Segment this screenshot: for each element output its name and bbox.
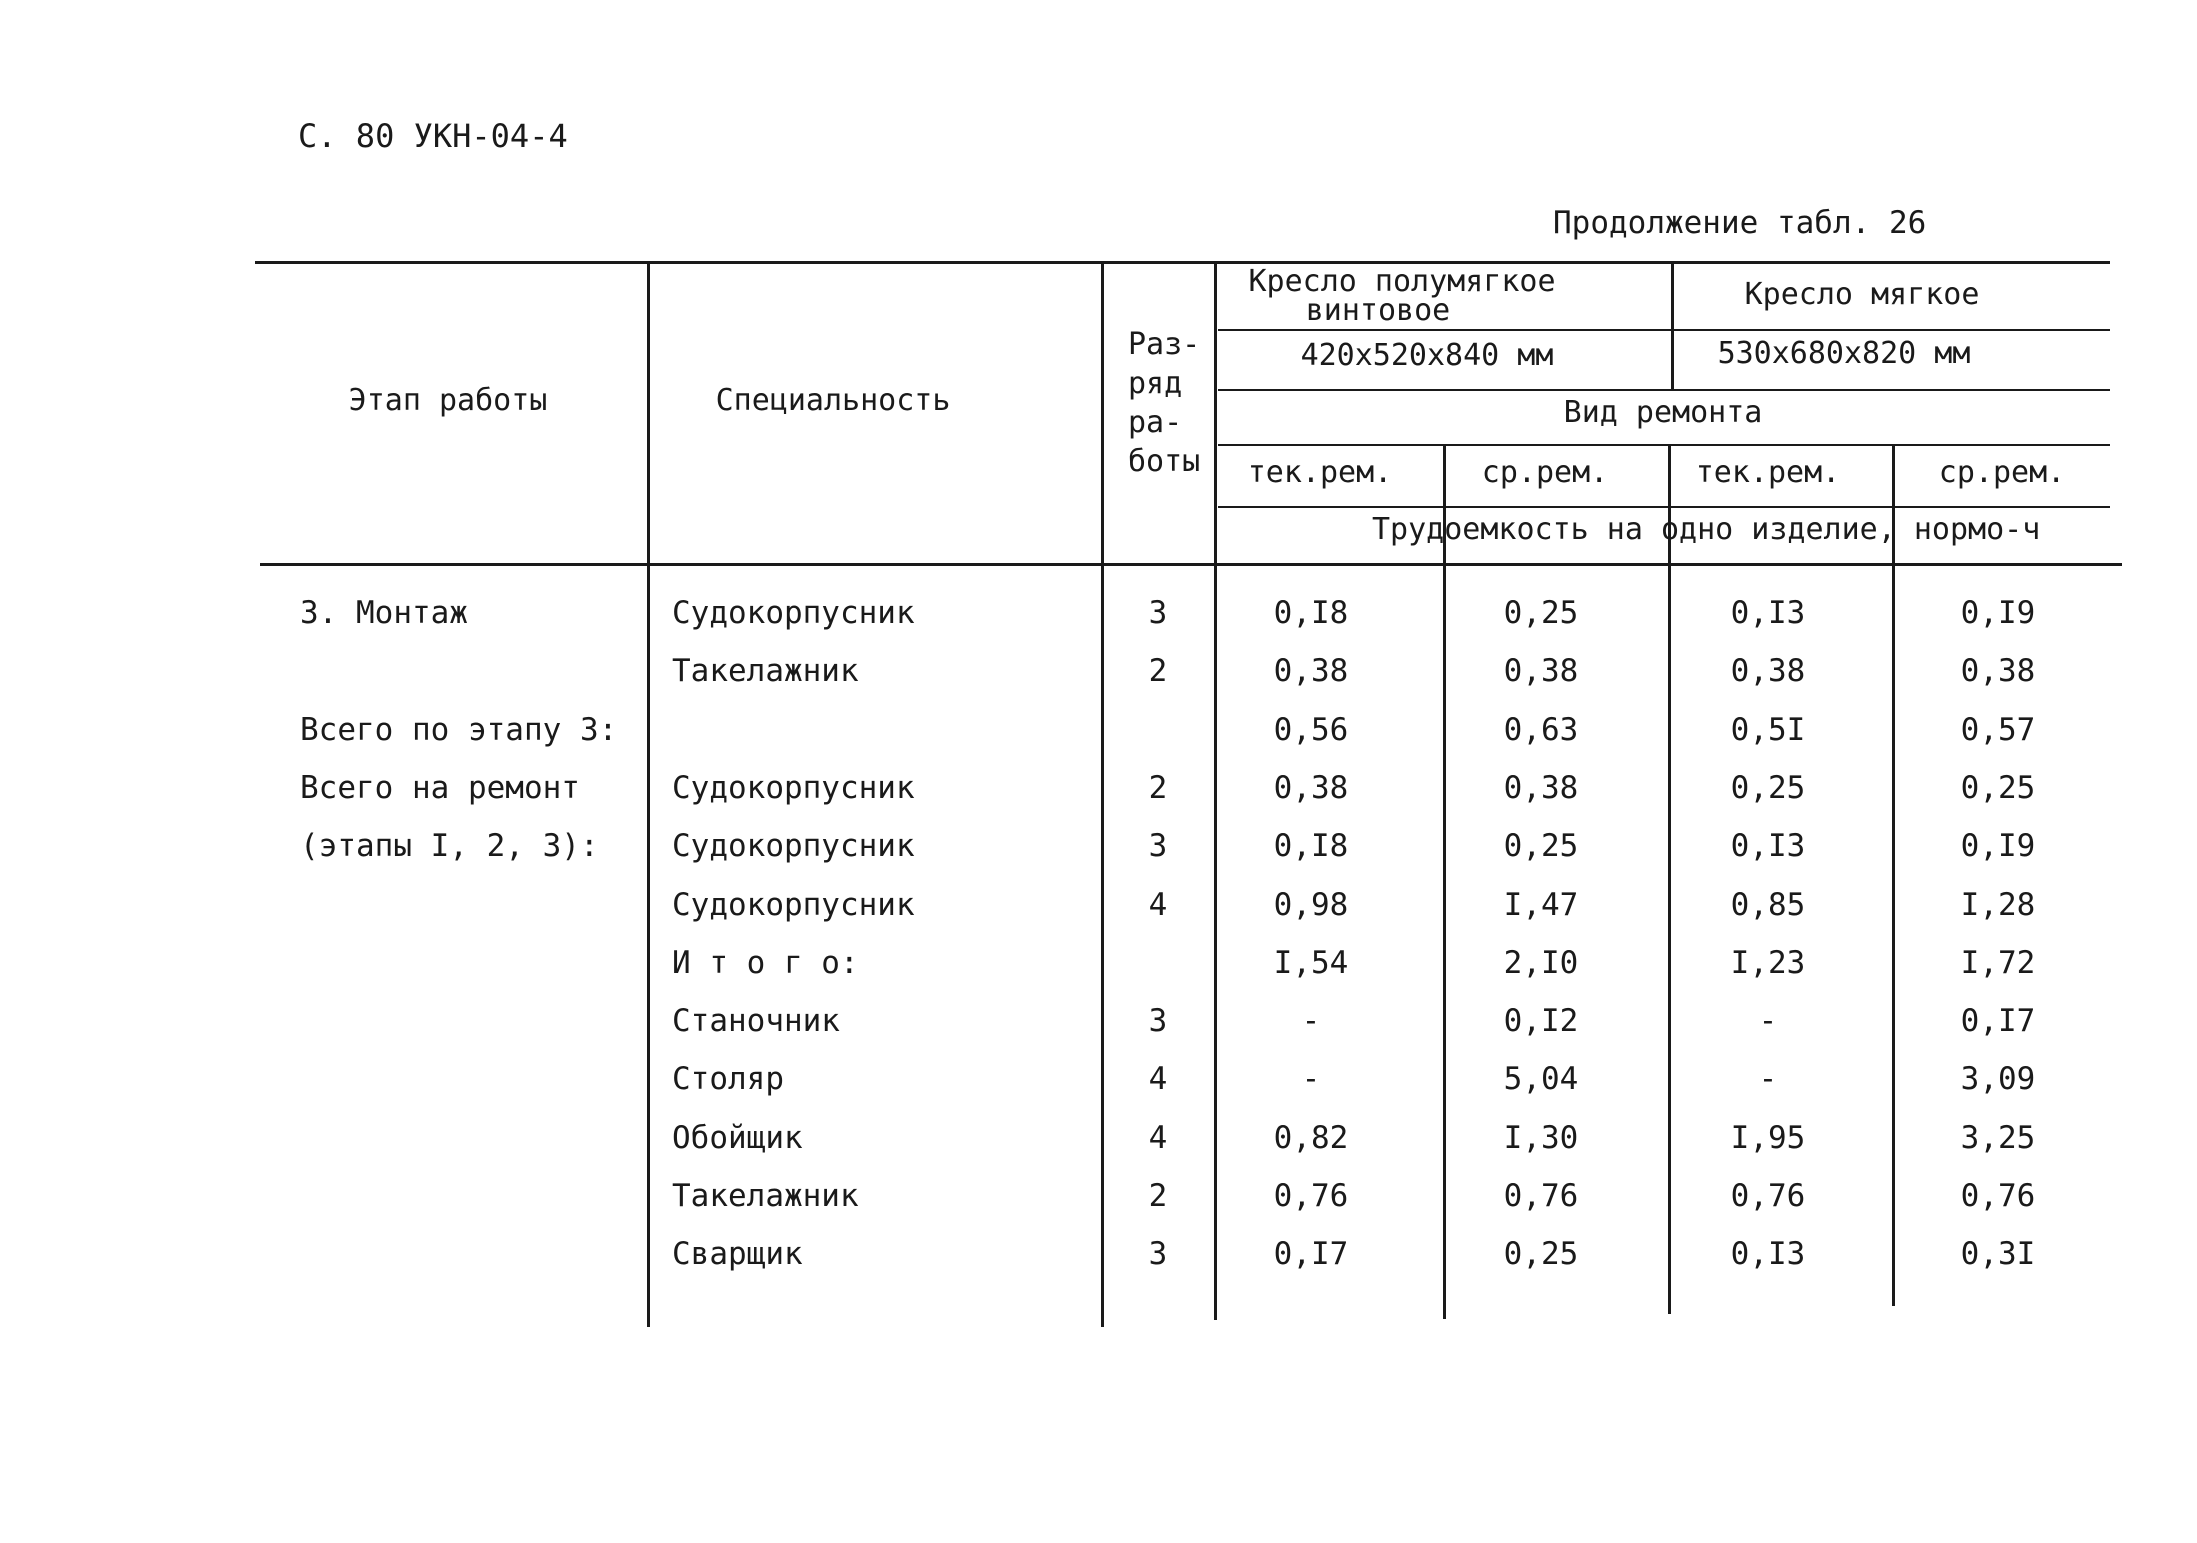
rule-under-repair-type xyxy=(1218,444,2110,446)
row-grade: 4 xyxy=(1148,887,1168,923)
row-value: - xyxy=(1758,1061,1778,1097)
header-bottom-rule xyxy=(260,563,2122,566)
col-rule-stage xyxy=(647,262,650,1327)
header-grade-line: ряд xyxy=(1128,366,1183,401)
row-value: 0,76 xyxy=(1273,1178,1349,1214)
row-specialty: Судокорпусник xyxy=(672,828,915,864)
product1-name-line: Кресло полумягкое xyxy=(1248,264,1556,299)
row-value: 0,25 xyxy=(1503,828,1579,864)
subheader-medium-repair-2: ср.рем. xyxy=(1938,455,2066,490)
row-value: 0,85 xyxy=(1730,887,1806,923)
row-value: 0,57 xyxy=(1960,712,2036,748)
page-header: С. 80 УКН-04-4 xyxy=(298,117,568,155)
row-grade: 3 xyxy=(1148,1236,1168,1272)
row-value: 0,I7 xyxy=(1960,1003,2036,1039)
row-value: - xyxy=(1301,1003,1321,1039)
row-value: 0,I3 xyxy=(1730,595,1806,631)
row-stage: Всего по этапу 3: xyxy=(300,712,618,748)
col-rule-product-split xyxy=(1671,262,1674,390)
subheader-current-repair-1: тек.рем. xyxy=(1247,455,1393,490)
row-specialty: И т о г о: xyxy=(672,945,859,981)
row-value: 0,I9 xyxy=(1960,595,2036,631)
rule-under-product-names xyxy=(1218,329,2110,331)
row-grade: 3 xyxy=(1148,1003,1168,1039)
row-value: 0,56 xyxy=(1273,712,1349,748)
col-rule-v3 xyxy=(1892,444,1895,1306)
row-specialty: Станочник xyxy=(672,1003,840,1039)
row-value: - xyxy=(1758,1003,1778,1039)
header-grade-line: Раз- xyxy=(1128,327,1201,362)
rule-under-subheaders xyxy=(1218,506,2110,508)
row-value: I,54 xyxy=(1273,945,1349,981)
row-value: 0,I8 xyxy=(1273,595,1349,631)
row-value: 0,I9 xyxy=(1960,828,2036,864)
row-value: 0,25 xyxy=(1730,770,1806,806)
row-value: 0,25 xyxy=(1503,1236,1579,1272)
header-labor: Трудоемкость на одно изделие, нормо-ч xyxy=(1372,512,2041,547)
row-value: 0,I7 xyxy=(1273,1236,1349,1272)
row-specialty: Сварщик xyxy=(672,1236,803,1272)
row-specialty: Такелажник xyxy=(672,1178,859,1214)
row-value: I,30 xyxy=(1503,1120,1579,1156)
col-rule-grade xyxy=(1214,262,1217,1320)
row-grade: 2 xyxy=(1148,653,1168,689)
row-value: 0,76 xyxy=(1503,1178,1579,1214)
row-value: 3,25 xyxy=(1960,1120,2036,1156)
row-value: 0,38 xyxy=(1273,770,1349,806)
row-value: 0,38 xyxy=(1273,653,1349,689)
row-value: 0,25 xyxy=(1503,595,1579,631)
row-value: I,47 xyxy=(1503,887,1579,923)
header-specialty: Специальность xyxy=(715,383,951,418)
product1-name-line: винтовое xyxy=(1305,293,1451,328)
row-value: 2,I0 xyxy=(1503,945,1579,981)
row-value: 0,25 xyxy=(1960,770,2036,806)
row-grade: 3 xyxy=(1148,595,1168,631)
subheader-current-repair-2: тек.рем. xyxy=(1695,455,1841,490)
row-value: 0,3I xyxy=(1960,1236,2036,1272)
row-value: 0,38 xyxy=(1730,653,1806,689)
row-grade: 2 xyxy=(1148,1178,1168,1214)
table-top-rule xyxy=(255,261,2110,264)
row-specialty: Судокорпусник xyxy=(672,595,915,631)
row-value: 0,I3 xyxy=(1730,1236,1806,1272)
product2-name: Кресло мягкое xyxy=(1744,277,1980,312)
row-specialty: Столяр xyxy=(672,1061,784,1097)
row-value: 3,09 xyxy=(1960,1061,2036,1097)
row-value: 0,5I xyxy=(1730,712,1806,748)
row-grade: 2 xyxy=(1148,770,1168,806)
row-value: 0,76 xyxy=(1960,1178,2036,1214)
row-value: I,28 xyxy=(1960,887,2036,923)
row-stage: (этапы I, 2, 3): xyxy=(300,828,599,864)
col-rule-v2 xyxy=(1668,444,1671,1314)
header-grade-line: ра- xyxy=(1128,405,1183,440)
row-value: I,72 xyxy=(1960,945,2036,981)
product1-size: 420x520x840 мм xyxy=(1300,338,1554,373)
product2-size: 530x680x820 мм xyxy=(1717,336,1971,371)
header-grade xyxy=(1128,325,1200,481)
row-value: 0,38 xyxy=(1960,653,2036,689)
header-repair-type: Вид ремонта xyxy=(1563,395,1763,430)
row-grade: 3 xyxy=(1148,828,1168,864)
row-value: 0,I8 xyxy=(1273,828,1349,864)
row-value: 0,38 xyxy=(1503,770,1579,806)
row-value: 0,38 xyxy=(1503,653,1579,689)
row-value: 0,I2 xyxy=(1503,1003,1579,1039)
row-value: - xyxy=(1301,1061,1321,1097)
row-stage: 3. Монтаж xyxy=(300,595,468,631)
row-value: 0,63 xyxy=(1503,712,1579,748)
rule-under-sizes xyxy=(1218,389,2110,391)
row-value: 0,I3 xyxy=(1730,828,1806,864)
header-grade-line: боты xyxy=(1128,444,1201,479)
row-value: I,23 xyxy=(1730,945,1806,981)
row-grade: 4 xyxy=(1148,1120,1168,1156)
row-specialty: Судокорпусник xyxy=(672,887,915,923)
row-stage: Всего на ремонт xyxy=(300,770,580,806)
row-value: I,95 xyxy=(1730,1120,1806,1156)
row-value: 0,98 xyxy=(1273,887,1349,923)
row-value: 0,76 xyxy=(1730,1178,1806,1214)
row-specialty: Обойщик xyxy=(672,1120,803,1156)
col-rule-specialty xyxy=(1101,262,1104,1327)
row-specialty: Судокорпусник xyxy=(672,770,915,806)
row-value: 0,82 xyxy=(1273,1120,1349,1156)
row-grade: 4 xyxy=(1148,1061,1168,1097)
row-specialty: Такелажник xyxy=(672,653,859,689)
col-rule-v1 xyxy=(1443,444,1446,1319)
header-stage: Этап работы xyxy=(348,383,548,418)
row-value: 5,04 xyxy=(1503,1061,1579,1097)
subheader-medium-repair-1: ср.рем. xyxy=(1481,455,1609,490)
table-caption: Продолжение табл. 26 xyxy=(1553,205,1927,241)
